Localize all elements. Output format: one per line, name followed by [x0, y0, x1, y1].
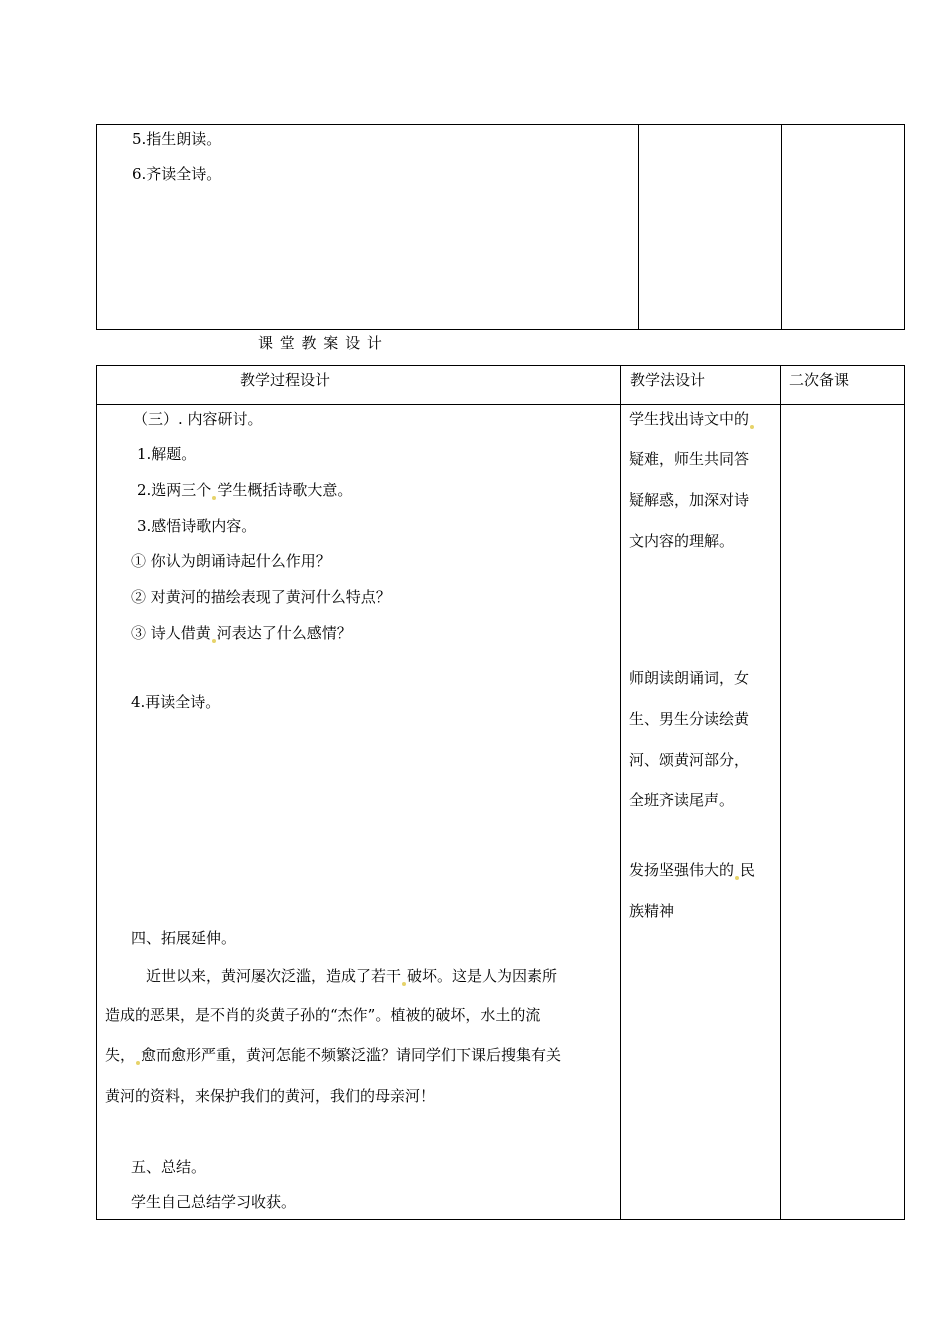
- method-line: [629, 409, 755, 429]
- paragraph-text: 愈而愈形严重，黄河怎能不频繁泛滥？请同学们下课后搜集有关: [141, 1046, 562, 1064]
- column-divider: [620, 366, 621, 1219]
- process-line: 1.解题。: [137, 445, 197, 463]
- top-row-text: 5.指生朗读。: [132, 130, 222, 148]
- method-line: [629, 860, 755, 880]
- method-text: 学生找出诗文中的: [629, 410, 750, 428]
- paragraph-line: 造成的恶果，是不肖的炎黄子孙的“杰作”。植被的破坏，水土的流: [105, 1006, 541, 1024]
- paragraph-text: 破坏。这是人为因素所: [407, 967, 558, 985]
- marker-dot: [212, 496, 216, 500]
- method-line: 河、颂黄河部分，: [629, 751, 750, 769]
- header-method: 教学法设计: [630, 371, 706, 389]
- top-table: [96, 124, 905, 330]
- process-text: ③ 诗人借黄: [131, 624, 211, 642]
- process-line: [137, 480, 352, 500]
- marker-dot: [402, 982, 406, 986]
- paragraph-line: 黄河的资料，来保护我们的黄河，我们的母亲河！: [105, 1087, 436, 1105]
- process-line: （三）. 内容研讨。: [133, 410, 263, 428]
- method-line: 生、男生分读绘黄: [629, 710, 750, 728]
- column-divider: [781, 125, 782, 329]
- method-line: 疑解惑，加深对诗: [629, 491, 750, 509]
- method-text: 发扬坚强伟大的: [629, 861, 735, 879]
- method-line: 全班齐读尾声。: [629, 791, 735, 809]
- method-line: 族精神: [629, 902, 675, 920]
- process-line: 五、总结。: [131, 1158, 207, 1176]
- paragraph-text: 失，: [105, 1046, 136, 1064]
- process-text: 2.选两三个: [137, 481, 212, 499]
- marker-dot: [735, 876, 739, 880]
- header-divider: [97, 404, 904, 405]
- paragraph-text: 近世以来，黄河屡次泛滥，造成了若干: [146, 967, 402, 985]
- marker-dot: [136, 1061, 140, 1065]
- header-process: 教学过程设计: [240, 371, 331, 389]
- paragraph-line: [146, 966, 557, 986]
- header-second-prep: 二次备课: [789, 371, 850, 389]
- column-divider: [780, 366, 781, 1219]
- process-line: 3.感悟诗歌内容。: [137, 517, 257, 535]
- process-line: 学生自己总结学习收获。: [131, 1193, 297, 1211]
- method-text: 民: [740, 861, 756, 879]
- process-line: 四、拓展延伸。: [131, 929, 237, 947]
- method-line: 疑难，师生共同答: [629, 450, 750, 468]
- process-text: 河表达了什么感情？: [216, 624, 352, 642]
- process-line: ② 对黄河的描绘表现了黄河什么特点？: [131, 588, 391, 606]
- top-row-text: 6.齐读全诗。: [132, 165, 222, 183]
- marker-dot: [750, 425, 754, 429]
- process-line: 4.再读全诗。: [131, 693, 221, 711]
- process-line: [131, 623, 352, 643]
- method-line: 文内容的理解。: [629, 532, 735, 550]
- paragraph-line: [105, 1045, 561, 1065]
- marker-dot: [212, 639, 216, 643]
- method-line: 师朗读朗诵词，女: [629, 669, 750, 687]
- section-title: 课 堂 教 案 设 计: [258, 334, 383, 352]
- column-divider: [638, 125, 639, 329]
- process-text: 学生概括诗歌大意。: [217, 481, 353, 499]
- process-line: ① 你认为朗诵诗起什么作用？: [131, 552, 331, 570]
